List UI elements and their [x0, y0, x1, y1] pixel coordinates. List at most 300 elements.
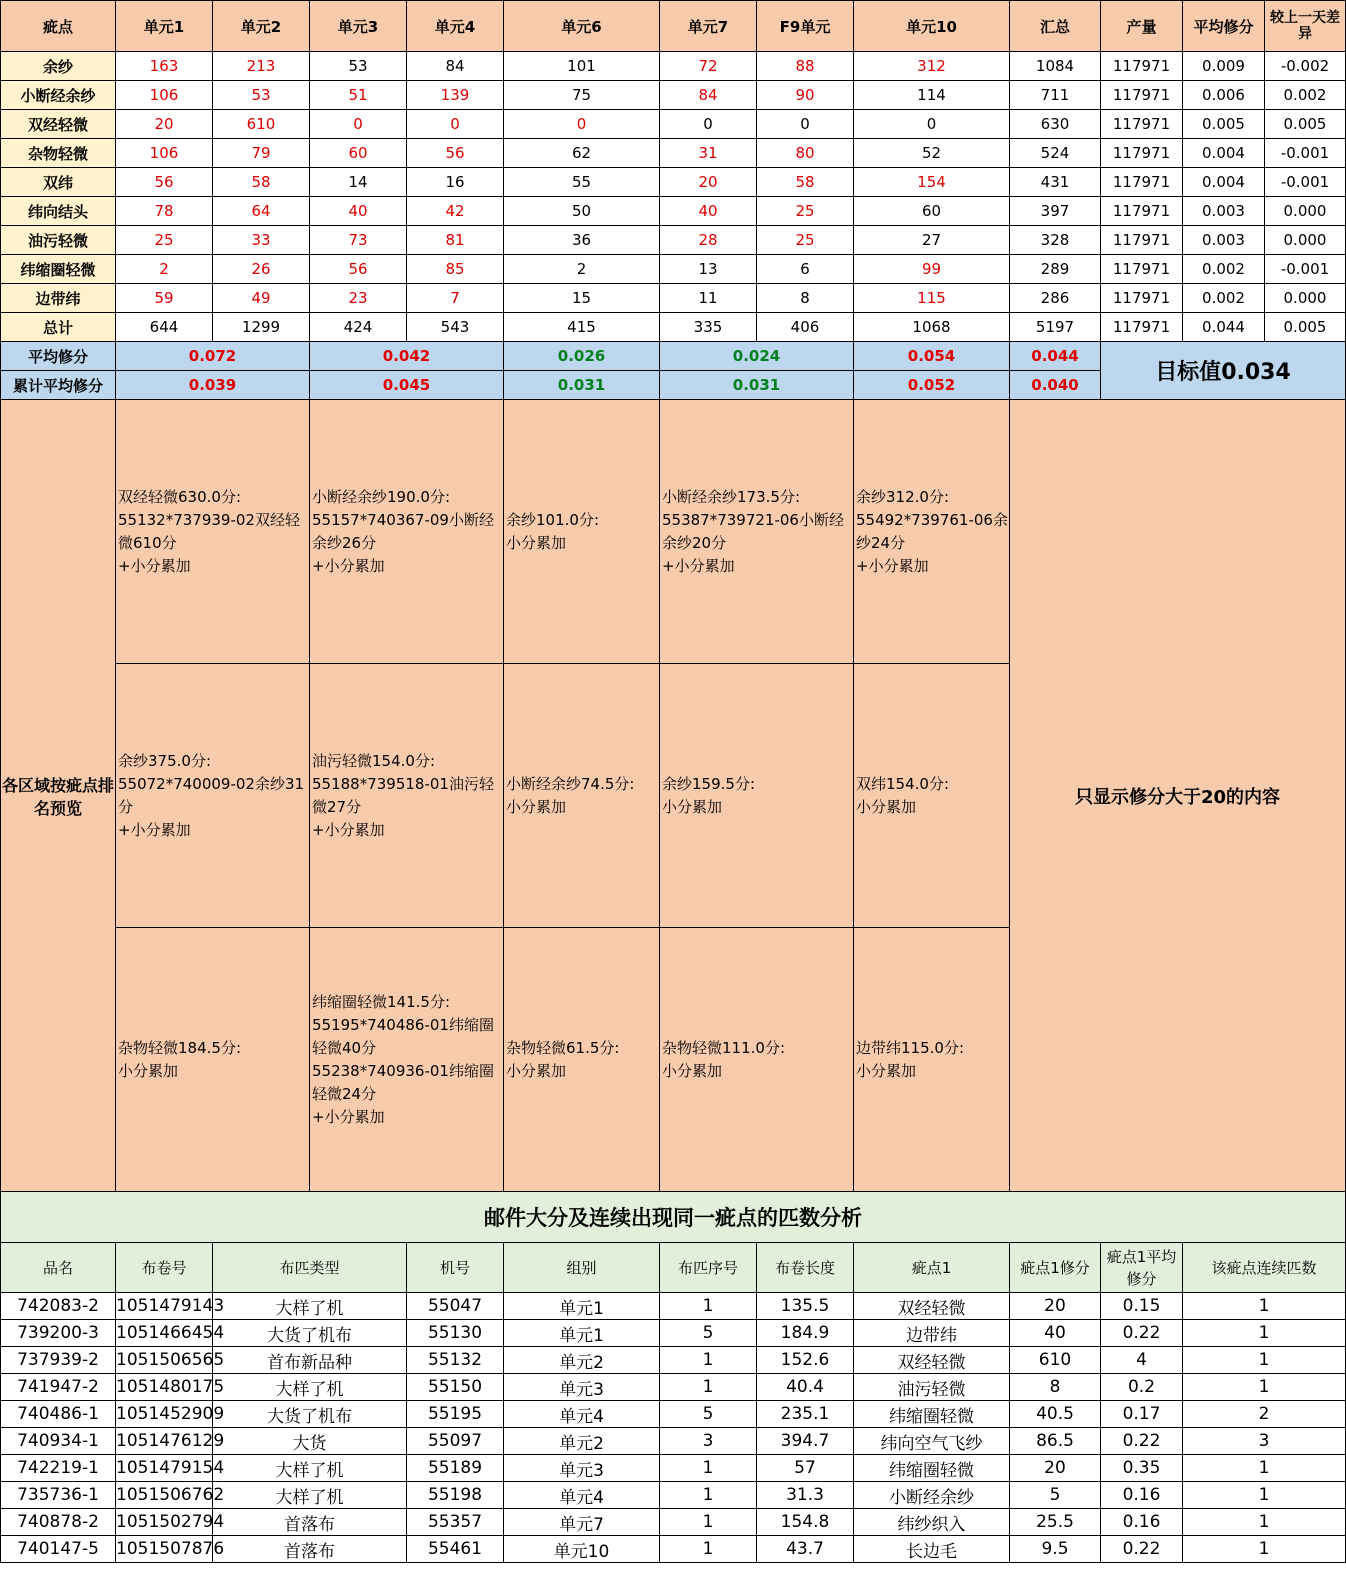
mail-cell-8[interactable]: 25.5	[1010, 1509, 1101, 1536]
cell-f9[interactable]: 0	[757, 110, 854, 139]
cell-total[interactable]: 286	[1010, 284, 1101, 313]
mail-cell-5[interactable]: 5	[660, 1401, 757, 1428]
cell-u7[interactable]: 13	[660, 255, 757, 284]
mail-cell-8[interactable]: 5	[1010, 1482, 1101, 1509]
cell-u2[interactable]: 213	[213, 52, 310, 81]
summary-header-6[interactable]: 单元7	[660, 1, 757, 52]
mail-cell-9[interactable]: 0.17	[1101, 1401, 1183, 1428]
mail-cell-6[interactable]: 394.7	[757, 1428, 854, 1455]
mail-cell-10[interactable]: 1	[1183, 1482, 1346, 1509]
cell-output[interactable]: 117971	[1101, 81, 1183, 110]
cell-diff[interactable]: 0.002	[1265, 81, 1346, 110]
total-label[interactable]: 总计	[1, 313, 116, 342]
mail-header-6[interactable]: 布卷长度	[757, 1243, 854, 1293]
cell-output[interactable]: 117971	[1101, 226, 1183, 255]
mail-cell-4[interactable]: 单元4	[504, 1401, 660, 1428]
cell-u4[interactable]: 85	[407, 255, 504, 284]
preview-note[interactable]: 只显示修分大于20的内容	[1010, 400, 1346, 1192]
mail-cell-3[interactable]: 55097	[407, 1428, 504, 1455]
mail-row	[1, 1293, 1346, 1320]
mail-cell-6[interactable]: 57	[757, 1455, 854, 1482]
cum_row-g3[interactable]: 0.031	[504, 371, 660, 400]
defect-name[interactable]: 纬向结头	[1, 197, 116, 226]
cell-u7[interactable]: 11	[660, 284, 757, 313]
cell-output[interactable]: 117971	[1101, 168, 1183, 197]
mail-cell-10[interactable]: 1	[1183, 1320, 1346, 1347]
cell-u10[interactable]: 99	[854, 255, 1010, 284]
cell-output[interactable]: 117971	[1101, 139, 1183, 168]
mail-cell-9[interactable]: 4	[1101, 1347, 1183, 1374]
defect-name[interactable]: 杂物轻微	[1, 139, 116, 168]
avg_row-g2[interactable]: 0.042	[310, 342, 504, 371]
mail-cell-10[interactable]: 2	[1183, 1401, 1346, 1428]
mail-title[interactable]: 邮件大分及连续出现同一疵点的匹数分析	[1, 1192, 1346, 1243]
cell-avg[interactable]: 0.006	[1183, 81, 1265, 110]
cell-avg[interactable]: 0.005	[1183, 110, 1265, 139]
mail-cell-1[interactable]: 1051480175	[116, 1374, 213, 1401]
mail-cell-7[interactable]: 双经轻微	[854, 1293, 1010, 1320]
cell-u7[interactable]: 0	[660, 110, 757, 139]
cell-output[interactable]: 117971	[1101, 255, 1183, 284]
cell-u6[interactable]: 101	[504, 52, 660, 81]
preview-cell[interactable]: 杂物轻微111.0分: 小分累加	[660, 928, 854, 1192]
cell-f9[interactable]: 6	[757, 255, 854, 284]
mail-cell-8[interactable]: 40	[1010, 1320, 1101, 1347]
cell-diff[interactable]: 0.000	[1265, 284, 1346, 313]
avg_row-g4[interactable]: 0.024	[660, 342, 854, 371]
mail-header-4[interactable]: 组别	[504, 1243, 660, 1293]
cell-u7[interactable]: 40	[660, 197, 757, 226]
mail-cell-9[interactable]: 0.16	[1101, 1509, 1183, 1536]
cell-output[interactable]: 117971	[1101, 110, 1183, 139]
cell-output[interactable]: 117971	[1101, 197, 1183, 226]
avg_row-g3[interactable]: 0.026	[504, 342, 660, 371]
cell-u10[interactable]: 60	[854, 197, 1010, 226]
mail-cell-7[interactable]: 长边毛	[854, 1536, 1010, 1563]
cell-u2[interactable]: 64	[213, 197, 310, 226]
cum_row-g5[interactable]: 0.052	[854, 371, 1010, 400]
cum_row-g1[interactable]: 0.039	[116, 371, 310, 400]
mail-cell-5[interactable]: 1	[660, 1293, 757, 1320]
total-u4[interactable]: 543	[407, 313, 504, 342]
mail-cell-7[interactable]: 纬向空气飞纱	[854, 1428, 1010, 1455]
cell-total[interactable]: 524	[1010, 139, 1101, 168]
mail-cell-4[interactable]: 单元2	[504, 1428, 660, 1455]
defect-name[interactable]: 小断经余纱	[1, 81, 116, 110]
cell-u3[interactable]: 60	[310, 139, 407, 168]
cell-u10[interactable]: 52	[854, 139, 1010, 168]
summary-header-0[interactable]: 疵点	[1, 1, 116, 52]
mail-cell-7[interactable]: 边带纬	[854, 1320, 1010, 1347]
summary-header-7[interactable]: F9单元	[757, 1, 854, 52]
mail-cell-8[interactable]: 9.5	[1010, 1536, 1101, 1563]
avg_row-total[interactable]: 0.044	[1010, 342, 1101, 371]
cell-f9[interactable]: 88	[757, 52, 854, 81]
cell-u6[interactable]: 15	[504, 284, 660, 313]
cell-u4[interactable]: 7	[407, 284, 504, 313]
total-output[interactable]: 117971	[1101, 313, 1183, 342]
mail-cell-2[interactable]: 首落布	[213, 1536, 407, 1563]
cell-u6[interactable]: 36	[504, 226, 660, 255]
cell-output[interactable]: 117971	[1101, 284, 1183, 313]
mail-cell-1[interactable]: 1051466454	[116, 1320, 213, 1347]
cell-u3[interactable]: 40	[310, 197, 407, 226]
cell-u7[interactable]: 72	[660, 52, 757, 81]
cell-u3[interactable]: 53	[310, 52, 407, 81]
cell-u1[interactable]: 163	[116, 52, 213, 81]
cell-u1[interactable]: 56	[116, 168, 213, 197]
cell-u1[interactable]: 59	[116, 284, 213, 313]
mail-cell-7[interactable]: 双经轻微	[854, 1347, 1010, 1374]
cell-u1[interactable]: 106	[116, 81, 213, 110]
preview-cell[interactable]: 杂物轻微184.5分: 小分累加	[116, 928, 310, 1192]
total-u2[interactable]: 1299	[213, 313, 310, 342]
defect-name[interactable]: 双经轻微	[1, 110, 116, 139]
mail-cell-1[interactable]: 1051506565	[116, 1347, 213, 1374]
cell-f9[interactable]: 80	[757, 139, 854, 168]
cell-u7[interactable]: 84	[660, 81, 757, 110]
mail-cell-10[interactable]: 1	[1183, 1509, 1346, 1536]
mail-header-10[interactable]: 该疵点连续匹数	[1183, 1243, 1346, 1293]
summary-header-11[interactable]: 平均修分	[1183, 1, 1265, 52]
cell-diff[interactable]: 0.000	[1265, 226, 1346, 255]
cum_row-g2[interactable]: 0.045	[310, 371, 504, 400]
summary-header-2[interactable]: 单元2	[213, 1, 310, 52]
mail-cell-3[interactable]: 55357	[407, 1509, 504, 1536]
cell-u6[interactable]: 2	[504, 255, 660, 284]
mail-header-8[interactable]: 疵点1修分	[1010, 1243, 1101, 1293]
summary-header-1[interactable]: 单元1	[116, 1, 213, 52]
mail-cell-7[interactable]: 纬缩圈轻微	[854, 1401, 1010, 1428]
cell-diff[interactable]: -0.001	[1265, 168, 1346, 197]
mail-cell-2[interactable]: 大货了机布	[213, 1320, 407, 1347]
mail-cell-3[interactable]: 55132	[407, 1347, 504, 1374]
preview-cell[interactable]: 双纬154.0分: 小分累加	[854, 664, 1010, 928]
mail-header-9[interactable]: 疵点1平均修分	[1101, 1243, 1183, 1293]
mail-header-0[interactable]: 品名	[1, 1243, 116, 1293]
mail-cell-4[interactable]: 单元2	[504, 1347, 660, 1374]
cell-diff[interactable]: -0.002	[1265, 52, 1346, 81]
cell-u2[interactable]: 79	[213, 139, 310, 168]
cell-u4[interactable]: 84	[407, 52, 504, 81]
cell-u10[interactable]: 114	[854, 81, 1010, 110]
cell-u1[interactable]: 106	[116, 139, 213, 168]
mail-header-7[interactable]: 疵点1	[854, 1243, 1010, 1293]
mail-cell-7[interactable]: 纬缩圈轻微	[854, 1455, 1010, 1482]
cum_row-g4[interactable]: 0.031	[660, 371, 854, 400]
mail-cell-0[interactable]: 740486-1	[1, 1401, 116, 1428]
mail-cell-0[interactable]: 740147-5	[1, 1536, 116, 1563]
mail-cell-8[interactable]: 610	[1010, 1347, 1101, 1374]
mail-cell-9[interactable]: 0.22	[1101, 1536, 1183, 1563]
cell-u2[interactable]: 26	[213, 255, 310, 284]
mail-cell-5[interactable]: 5	[660, 1320, 757, 1347]
preview-cell[interactable]: 小断经余纱190.0分: 55157*740367-09小断经余纱26分 +小分累加	[310, 400, 504, 664]
cell-u7[interactable]: 31	[660, 139, 757, 168]
mail-cell-8[interactable]: 86.5	[1010, 1428, 1101, 1455]
mail-cell-0[interactable]: 740878-2	[1, 1509, 116, 1536]
cell-u3[interactable]: 23	[310, 284, 407, 313]
cell-diff[interactable]: -0.001	[1265, 139, 1346, 168]
mail-cell-1[interactable]: 1051502794	[116, 1509, 213, 1536]
mail-cell-4[interactable]: 单元7	[504, 1509, 660, 1536]
mail-cell-1[interactable]: 1051507876	[116, 1536, 213, 1563]
mail-cell-0[interactable]: 742083-2	[1, 1293, 116, 1320]
mail-cell-5[interactable]: 1	[660, 1455, 757, 1482]
mail-cell-10[interactable]: 1	[1183, 1536, 1346, 1563]
mail-cell-9[interactable]: 0.22	[1101, 1320, 1183, 1347]
mail-cell-9[interactable]: 0.2	[1101, 1374, 1183, 1401]
mail-cell-1[interactable]: 1051506762	[116, 1482, 213, 1509]
mail-cell-4[interactable]: 单元3	[504, 1374, 660, 1401]
mail-cell-7[interactable]: 油污轻微	[854, 1374, 1010, 1401]
total-u7[interactable]: 335	[660, 313, 757, 342]
mail-cell-9[interactable]: 0.35	[1101, 1455, 1183, 1482]
mail-cell-5[interactable]: 1	[660, 1374, 757, 1401]
cell-u1[interactable]: 2	[116, 255, 213, 284]
cell-f9[interactable]: 8	[757, 284, 854, 313]
mail-cell-6[interactable]: 152.6	[757, 1347, 854, 1374]
cell-u1[interactable]: 78	[116, 197, 213, 226]
cell-u1[interactable]: 20	[116, 110, 213, 139]
mail-cell-9[interactable]: 0.22	[1101, 1428, 1183, 1455]
preview-label[interactable]: 各区域按疵点排名预览	[1, 400, 116, 1192]
mail-cell-6[interactable]: 135.5	[757, 1293, 854, 1320]
summary-header-9[interactable]: 汇总	[1010, 1, 1101, 52]
mail-cell-1[interactable]: 1051479143	[116, 1293, 213, 1320]
target-value[interactable]: 目标值0.034	[1101, 342, 1346, 400]
mail-cell-2[interactable]: 大货	[213, 1428, 407, 1455]
total-u10[interactable]: 1068	[854, 313, 1010, 342]
preview-cell[interactable]: 杂物轻微61.5分: 小分累加	[504, 928, 660, 1192]
cell-total[interactable]: 630	[1010, 110, 1101, 139]
mail-cell-9[interactable]: 0.16	[1101, 1482, 1183, 1509]
cell-u2[interactable]: 33	[213, 226, 310, 255]
mail-cell-3[interactable]: 55461	[407, 1536, 504, 1563]
cell-u7[interactable]: 28	[660, 226, 757, 255]
mail-header-5[interactable]: 布匹序号	[660, 1243, 757, 1293]
mail-cell-2[interactable]: 首布新品种	[213, 1347, 407, 1374]
mail-cell-6[interactable]: 40.4	[757, 1374, 854, 1401]
cell-total[interactable]: 328	[1010, 226, 1101, 255]
avg_row-g1[interactable]: 0.072	[116, 342, 310, 371]
cell-u2[interactable]: 610	[213, 110, 310, 139]
summary-header-12[interactable]: 较上一天差异	[1265, 1, 1346, 52]
mail-cell-5[interactable]: 1	[660, 1536, 757, 1563]
mail-cell-6[interactable]: 154.8	[757, 1509, 854, 1536]
cell-u1[interactable]: 25	[116, 226, 213, 255]
preview-cell[interactable]: 余纱159.5分: 小分累加	[660, 664, 854, 928]
cell-avg[interactable]: 0.004	[1183, 139, 1265, 168]
mail-cell-2[interactable]: 大样了机	[213, 1293, 407, 1320]
cell-u6[interactable]: 50	[504, 197, 660, 226]
cell-u4[interactable]: 81	[407, 226, 504, 255]
mail-cell-6[interactable]: 31.3	[757, 1482, 854, 1509]
mail-cell-5[interactable]: 1	[660, 1509, 757, 1536]
mail-header-3[interactable]: 机号	[407, 1243, 504, 1293]
summary-header-4[interactable]: 单元4	[407, 1, 504, 52]
total-u3[interactable]: 424	[310, 313, 407, 342]
mail-cell-4[interactable]: 单元1	[504, 1293, 660, 1320]
mail-cell-7[interactable]: 纬纱织入	[854, 1509, 1010, 1536]
mail-cell-4[interactable]: 单元10	[504, 1536, 660, 1563]
mail-cell-3[interactable]: 55130	[407, 1320, 504, 1347]
preview-cell[interactable]: 边带纬115.0分: 小分累加	[854, 928, 1010, 1192]
mail-cell-10[interactable]: 1	[1183, 1374, 1346, 1401]
cell-u4[interactable]: 0	[407, 110, 504, 139]
total-diff[interactable]: 0.005	[1265, 313, 1346, 342]
total-f9[interactable]: 406	[757, 313, 854, 342]
mail-cell-10[interactable]: 1	[1183, 1455, 1346, 1482]
preview-cell[interactable]: 纬缩圈轻微141.5分: 55195*740486-01纬缩圈轻微40分 55238*740936-01纬缩圈轻微24分 +小分累加	[310, 928, 504, 1192]
preview-cell[interactable]: 小断经余纱173.5分: 55387*739721-06小断经余纱20分 +小分累加	[660, 400, 854, 664]
mail-cell-2[interactable]: 首落布	[213, 1509, 407, 1536]
cell-u10[interactable]: 115	[854, 284, 1010, 313]
mail-cell-6[interactable]: 43.7	[757, 1536, 854, 1563]
mail-cell-4[interactable]: 单元1	[504, 1320, 660, 1347]
mail-cell-0[interactable]: 742219-1	[1, 1455, 116, 1482]
cell-f9[interactable]: 58	[757, 168, 854, 197]
cell-f9[interactable]: 90	[757, 81, 854, 110]
cell-u10[interactable]: 154	[854, 168, 1010, 197]
cell-total[interactable]: 289	[1010, 255, 1101, 284]
cell-total[interactable]: 397	[1010, 197, 1101, 226]
mail-cell-9[interactable]: 0.15	[1101, 1293, 1183, 1320]
mail-cell-8[interactable]: 20	[1010, 1293, 1101, 1320]
cell-u2[interactable]: 53	[213, 81, 310, 110]
summary-header-8[interactable]: 单元10	[854, 1, 1010, 52]
mail-cell-6[interactable]: 235.1	[757, 1401, 854, 1428]
defect-name[interactable]: 纬缩圈轻微	[1, 255, 116, 284]
cell-avg[interactable]: 0.002	[1183, 284, 1265, 313]
cell-u7[interactable]: 20	[660, 168, 757, 197]
cell-f9[interactable]: 25	[757, 226, 854, 255]
mail-header-1[interactable]: 布卷号	[116, 1243, 213, 1293]
mail-cell-5[interactable]: 3	[660, 1428, 757, 1455]
mail-cell-10[interactable]: 3	[1183, 1428, 1346, 1455]
cell-u4[interactable]: 56	[407, 139, 504, 168]
mail-cell-3[interactable]: 55189	[407, 1455, 504, 1482]
mail-cell-3[interactable]: 55047	[407, 1293, 504, 1320]
cell-u3[interactable]: 14	[310, 168, 407, 197]
cell-total[interactable]: 711	[1010, 81, 1101, 110]
cell-diff[interactable]: -0.001	[1265, 255, 1346, 284]
cum_row-label[interactable]: 累计平均修分	[1, 371, 116, 400]
cell-avg[interactable]: 0.002	[1183, 255, 1265, 284]
mail-cell-0[interactable]: 740934-1	[1, 1428, 116, 1455]
mail-cell-4[interactable]: 单元4	[504, 1482, 660, 1509]
mail-cell-2[interactable]: 大货了机布	[213, 1401, 407, 1428]
mail-cell-2[interactable]: 大样了机	[213, 1374, 407, 1401]
mail-cell-3[interactable]: 55150	[407, 1374, 504, 1401]
total-total[interactable]: 5197	[1010, 313, 1101, 342]
mail-cell-10[interactable]: 1	[1183, 1293, 1346, 1320]
mail-cell-8[interactable]: 8	[1010, 1374, 1101, 1401]
mail-cell-8[interactable]: 20	[1010, 1455, 1101, 1482]
mail-cell-0[interactable]: 735736-1	[1, 1482, 116, 1509]
defect-name[interactable]: 双纬	[1, 168, 116, 197]
total-u6[interactable]: 415	[504, 313, 660, 342]
cell-avg[interactable]: 0.003	[1183, 226, 1265, 255]
cell-f9[interactable]: 25	[757, 197, 854, 226]
mail-cell-1[interactable]: 1051476129	[116, 1428, 213, 1455]
cell-u10[interactable]: 0	[854, 110, 1010, 139]
mail-cell-8[interactable]: 40.5	[1010, 1401, 1101, 1428]
cell-u6[interactable]: 75	[504, 81, 660, 110]
cell-total[interactable]: 431	[1010, 168, 1101, 197]
cell-u3[interactable]: 73	[310, 226, 407, 255]
defect-name[interactable]: 余纱	[1, 52, 116, 81]
mail-cell-7[interactable]: 小断经余纱	[854, 1482, 1010, 1509]
cum_row-total[interactable]: 0.040	[1010, 371, 1101, 400]
cell-u3[interactable]: 51	[310, 81, 407, 110]
cell-output[interactable]: 117971	[1101, 52, 1183, 81]
mail-cell-2[interactable]: 大样了机	[213, 1455, 407, 1482]
mail-header-2[interactable]: 布匹类型	[213, 1243, 407, 1293]
mail-cell-1[interactable]: 1051479154	[116, 1455, 213, 1482]
summary-header-10[interactable]: 产量	[1101, 1, 1183, 52]
cell-u6[interactable]: 0	[504, 110, 660, 139]
mail-cell-3[interactable]: 55198	[407, 1482, 504, 1509]
mail-cell-6[interactable]: 184.9	[757, 1320, 854, 1347]
cell-u4[interactable]: 42	[407, 197, 504, 226]
cell-u4[interactable]: 139	[407, 81, 504, 110]
cell-u6[interactable]: 62	[504, 139, 660, 168]
cell-u3[interactable]: 0	[310, 110, 407, 139]
cell-total[interactable]: 1084	[1010, 52, 1101, 81]
cell-diff[interactable]: 0.005	[1265, 110, 1346, 139]
cell-u2[interactable]: 58	[213, 168, 310, 197]
preview-row	[1, 400, 1346, 664]
preview-cell[interactable]: 小断经余纱74.5分: 小分累加	[504, 664, 660, 928]
cell-avg[interactable]: 0.003	[1183, 197, 1265, 226]
avg_row-g5[interactable]: 0.054	[854, 342, 1010, 371]
mail-cell-5[interactable]: 1	[660, 1347, 757, 1374]
preview-cell[interactable]: 余纱312.0分: 55492*739761-06余纱24分 +小分累加	[854, 400, 1010, 664]
preview-cell[interactable]: 余纱101.0分: 小分累加	[504, 400, 660, 664]
mail-cell-3[interactable]: 55195	[407, 1401, 504, 1428]
cell-diff[interactable]: 0.000	[1265, 197, 1346, 226]
cell-u3[interactable]: 56	[310, 255, 407, 284]
mail-cell-1[interactable]: 1051452909	[116, 1401, 213, 1428]
cell-u10[interactable]: 27	[854, 226, 1010, 255]
summary-header-5[interactable]: 单元6	[504, 1, 660, 52]
mail-cell-0[interactable]: 737939-2	[1, 1347, 116, 1374]
mail-cell-4[interactable]: 单元3	[504, 1455, 660, 1482]
cell-avg[interactable]: 0.004	[1183, 168, 1265, 197]
preview-cell[interactable]: 油污轻微154.0分: 55188*739518-01油污轻微27分 +小分累加	[310, 664, 504, 928]
mail-cell-5[interactable]: 1	[660, 1482, 757, 1509]
defect-name[interactable]: 油污轻微	[1, 226, 116, 255]
mail-cell-2[interactable]: 大样了机	[213, 1482, 407, 1509]
cell-avg[interactable]: 0.009	[1183, 52, 1265, 81]
mail-cell-0[interactable]: 741947-2	[1, 1374, 116, 1401]
mail-cell-0[interactable]: 739200-3	[1, 1320, 116, 1347]
preview-cell[interactable]: 双经轻微630.0分: 55132*737939-02双经轻微610分 +小分累加	[116, 400, 310, 664]
cell-u10[interactable]: 312	[854, 52, 1010, 81]
cell-u6[interactable]: 55	[504, 168, 660, 197]
avg_row-label[interactable]: 平均修分	[1, 342, 116, 371]
total-u1[interactable]: 644	[116, 313, 213, 342]
mail-cell-10[interactable]: 1	[1183, 1347, 1346, 1374]
summary-row	[1, 81, 1346, 110]
cell-u4[interactable]: 16	[407, 168, 504, 197]
preview-cell[interactable]: 余纱375.0分: 55072*740009-02余纱31分 +小分累加	[116, 664, 310, 928]
cell-u2[interactable]: 49	[213, 284, 310, 313]
defect-name[interactable]: 边带纬	[1, 284, 116, 313]
summary-header-3[interactable]: 单元3	[310, 1, 407, 52]
total-avg[interactable]: 0.044	[1183, 313, 1265, 342]
